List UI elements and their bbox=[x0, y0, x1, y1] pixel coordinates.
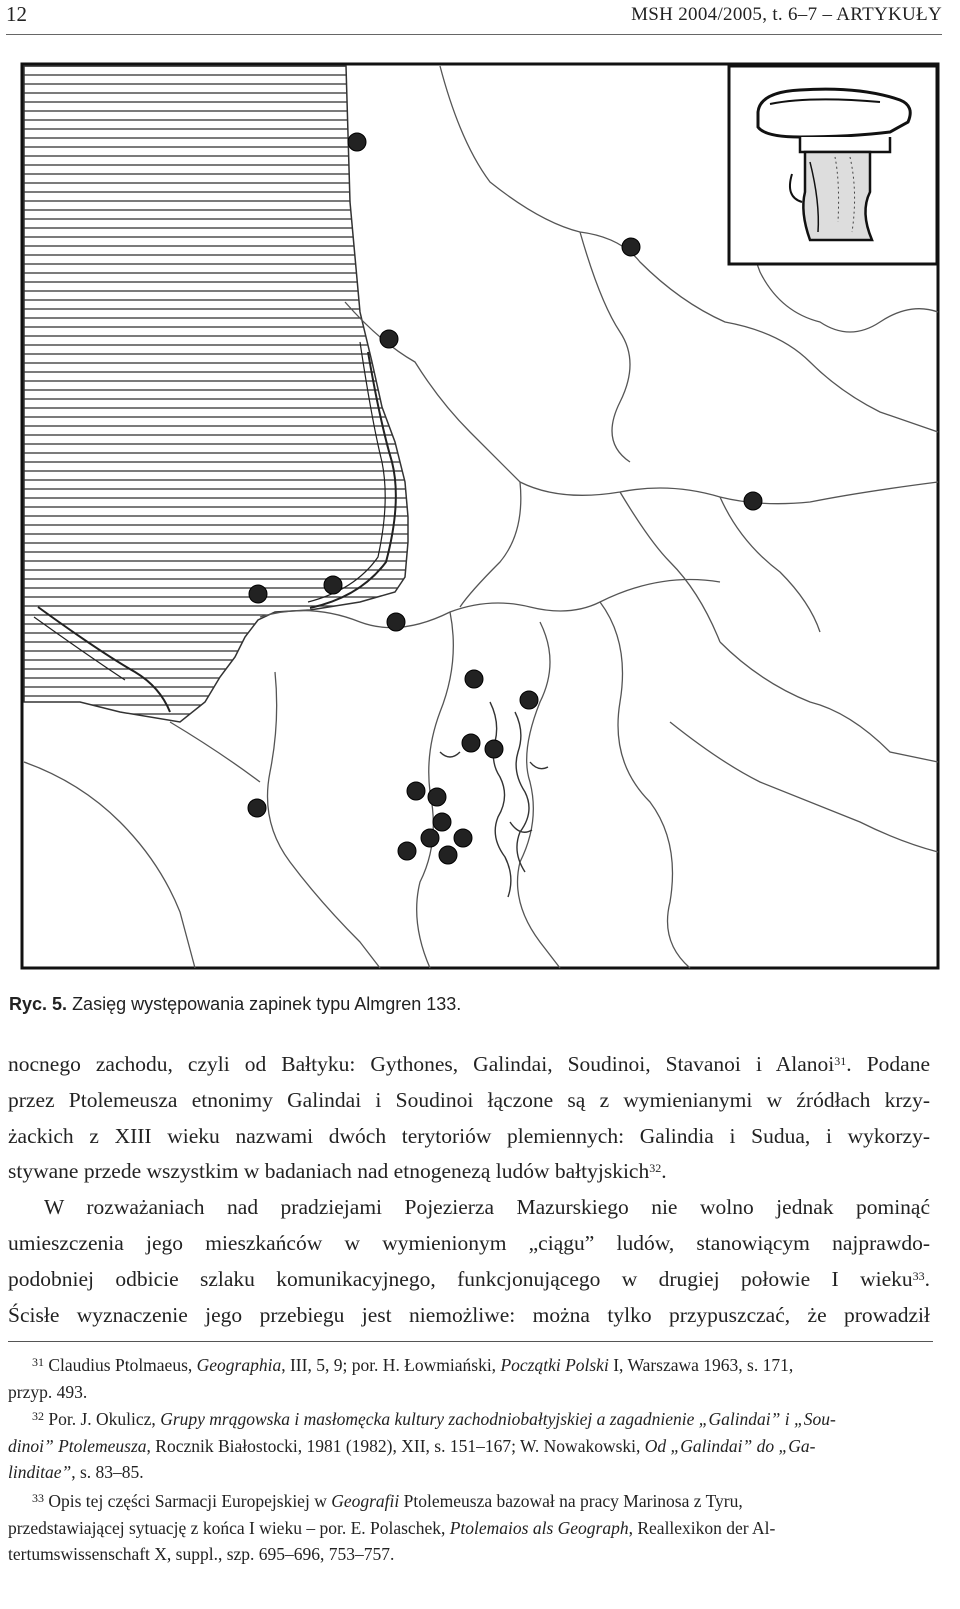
fibula-inset bbox=[729, 66, 937, 264]
find-site bbox=[248, 799, 266, 817]
caption-text: Zasięg występowania zapinek typu Almgren 133. bbox=[72, 994, 462, 1014]
footnote-31: $^{31}$ Claudius Ptolmaeus, Geographia, III, 5, 9; por. H. Łowmiański, Początki Polski I, Warszawa 1963, s. 171, przyp. 493. bbox=[8, 1355, 794, 1402]
figure-label: Ryc. 5. bbox=[9, 994, 68, 1014]
find-site bbox=[249, 585, 267, 603]
find-site bbox=[324, 576, 342, 594]
distribution-map bbox=[20, 62, 940, 972]
body-text bbox=[8, 1047, 930, 1333]
find-site bbox=[465, 670, 483, 688]
body-line: przez Ptolemeusza etnonimy Galindai i Soudinoi łączone są z wymienianymi w źródłach krzy- bbox=[8, 1087, 930, 1112]
find-site bbox=[485, 740, 503, 758]
body-line: żackich z XIII wieku nazwami dwóch terytoriów plemiennych: Galindia i Sudua, i wykorzy- bbox=[8, 1123, 930, 1148]
find-site bbox=[380, 330, 398, 348]
find-site bbox=[462, 734, 480, 752]
page-header bbox=[6, 0, 942, 35]
find-site bbox=[421, 829, 439, 847]
figure-caption bbox=[9, 994, 461, 1015]
footnote-33: $^{33}$ Opis tej części Sarmacji Europejskiej w Geografii Ptolemeusza bazował na pracy Marinosa z Tyru, przedstawiającej sytuację z końca I wieku – por. E. Polaschek, Ptolemaios als Geograph, Reallexikon der Al- tertumswissenschaft X, suppl., szp. 695–696, 753–757. bbox=[8, 1491, 776, 1565]
find-site bbox=[398, 842, 416, 860]
find-site bbox=[387, 613, 405, 631]
find-site bbox=[744, 492, 762, 510]
body-line: nocnego zachodu, czyli od Bałtyku: Gythones, Galindai, Soudinoi, Stavanoi i Alanoi$^{31}$. Podane bbox=[8, 1052, 930, 1076]
find-site bbox=[407, 782, 425, 800]
body-line: Ścisłe wyznaczenie jego przebiegu jest niemożliwe: można tylko przypuszczać, że prowadził bbox=[8, 1302, 930, 1327]
page-number: 12 bbox=[6, 2, 27, 26]
running-title: MSH 2004/2005, t. 6–7 – ARTYKUŁY bbox=[631, 4, 942, 25]
find-site bbox=[428, 788, 446, 806]
find-site bbox=[520, 691, 538, 709]
body-line: W rozważaniach nad pradziejami Pojezierza Mazurskiego nie wolno jednak pominąć bbox=[44, 1195, 930, 1220]
body-line: umieszczenia jego mieszkańców w wymienionym „ciągu” ludów, stanowiącym najprawdo- bbox=[8, 1230, 930, 1255]
body-line: podobniej odbicie szlaku komunikacyjnego, funkcjonującego w drugiej połowie I wieku$^{33}$. bbox=[8, 1266, 930, 1291]
body-line: stywane przede wszystkim w badaniach nad etnogenezą ludów bałtyjskich$^{32}$. bbox=[8, 1159, 667, 1184]
find-site bbox=[622, 238, 640, 256]
footnote-separator bbox=[8, 1341, 933, 1342]
find-site bbox=[454, 829, 472, 847]
find-site bbox=[439, 846, 457, 864]
find-site bbox=[348, 133, 366, 151]
footnote-32: $^{32}$ Por. J. Okulicz, Grupy mrągowska i masłomęcka kultury zachodniobałtyjskiej a zagadnienie „Galindai” i „Sou- dinoi” Ptolemeusza, Rocznik Białostocki, 1981 (1982), XII, s. 151–167; W. Nowakowski, Od „Galindai” do „Ga- linditae”, s. 83–85. bbox=[8, 1409, 836, 1483]
find-site bbox=[433, 813, 451, 831]
